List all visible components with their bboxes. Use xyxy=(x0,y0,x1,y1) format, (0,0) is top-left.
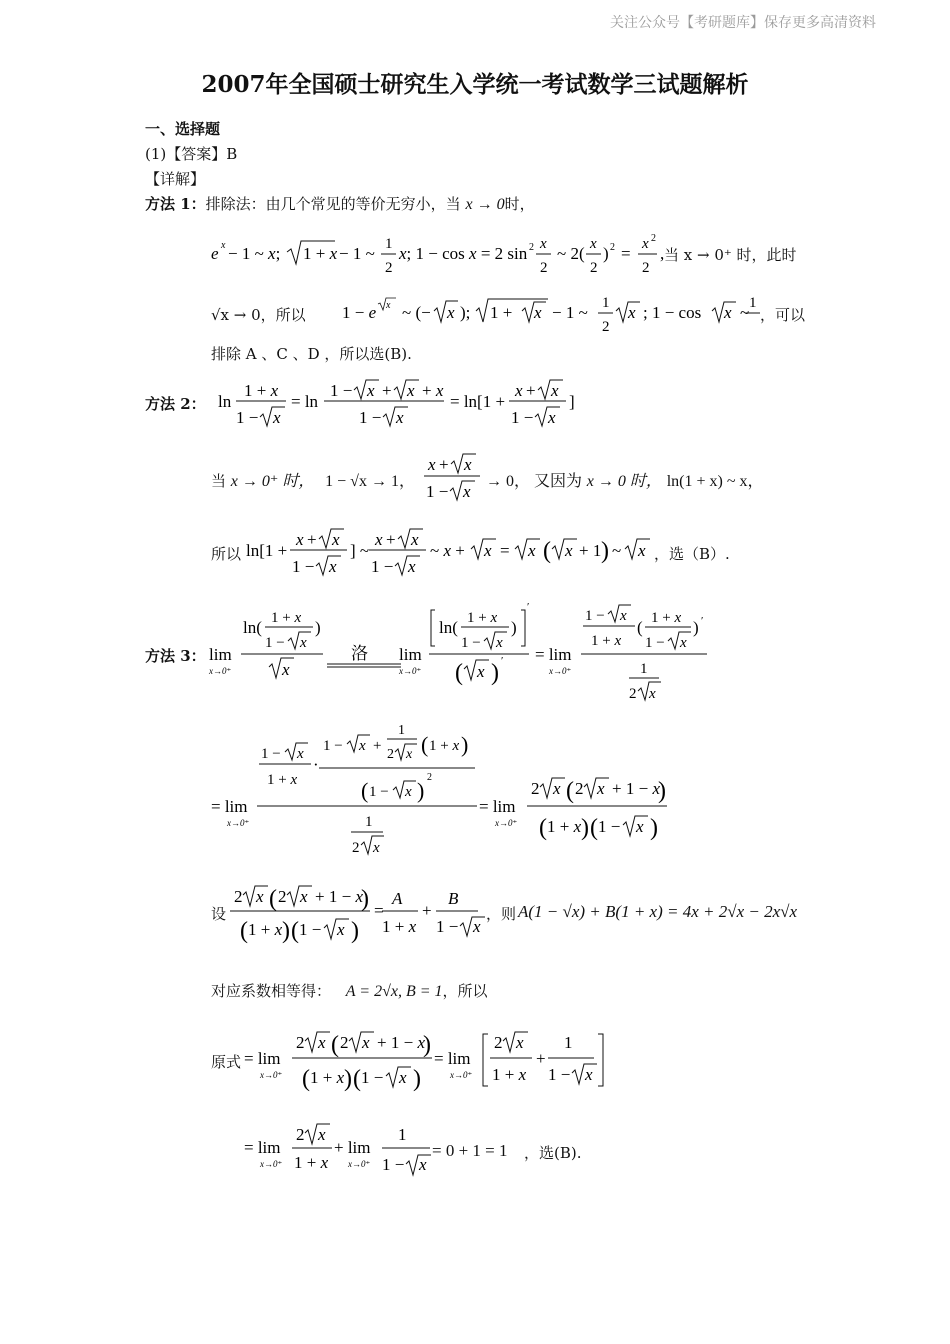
method1-intro xyxy=(145,193,535,214)
svg-text:=: = xyxy=(500,541,510,560)
svg-text:2: 2 xyxy=(590,260,598,276)
svg-text:): ) xyxy=(581,815,589,841)
svg-text:1 −: 1 − xyxy=(461,635,481,651)
svg-text:1 −: 1 − xyxy=(361,1068,384,1087)
svg-text:1: 1 xyxy=(385,236,393,252)
svg-text:x: x xyxy=(473,917,481,936)
method3-set-label: 设 xyxy=(211,905,227,923)
svg-text:x: x xyxy=(680,635,687,651)
svg-text:1 −: 1 − xyxy=(371,557,394,576)
method3-coefficient-relation: A(1 − √x) + B(1 + x) = 4x + 2√x − 2x√x xyxy=(518,902,798,921)
svg-text:=: = xyxy=(621,244,631,263)
svg-text:+: + xyxy=(373,738,382,754)
svg-text:x: x xyxy=(419,1155,427,1174)
svg-text:1 −: 1 − xyxy=(598,817,621,836)
svg-text:lim: lim xyxy=(209,645,232,664)
svg-text:2: 2 xyxy=(494,1033,503,1052)
svg-text:2: 2 xyxy=(602,319,610,335)
method3-final-result: = 0 + 1 = 1 xyxy=(432,1141,508,1160)
svg-text:x: x xyxy=(273,408,281,427)
method3-label-text: 方法 3： xyxy=(145,647,206,665)
svg-text:2: 2 xyxy=(651,233,656,244)
svg-text:1: 1 xyxy=(398,1125,407,1144)
svg-text:x: x xyxy=(318,1125,326,1144)
method1-intro-text: 排除法：由几个常见的等价无穷小，当 xyxy=(205,195,461,213)
method3-then-label: ，则 xyxy=(486,905,517,923)
svg-text:2: 2 xyxy=(340,1033,349,1052)
method2-line2-f: ln(1 + x) ~ x， xyxy=(666,473,764,490)
svg-text:x: x xyxy=(407,381,415,400)
method3-coef-line xyxy=(211,980,488,1001)
svg-text:1 −: 1 − xyxy=(236,408,259,427)
svg-text:+: + xyxy=(382,381,392,400)
svg-text:1: 1 xyxy=(640,661,648,677)
svg-text:x: x xyxy=(428,455,436,474)
svg-text:1 −: 1 − xyxy=(585,608,605,624)
svg-text:+: + xyxy=(307,530,317,549)
svg-text:1 −: 1 − xyxy=(511,408,534,427)
method2-line2-d: → 0， 又因为 xyxy=(486,473,583,490)
svg-text:x: x xyxy=(282,660,290,679)
svg-text:): ) xyxy=(282,918,290,944)
svg-text:x: x xyxy=(300,887,308,906)
svg-text:x: x xyxy=(399,1068,407,1087)
svg-text:ln[1 +: ln[1 + xyxy=(246,541,288,560)
svg-text:x: x xyxy=(477,662,485,681)
svg-text:1 + x: 1 + x xyxy=(547,817,582,836)
svg-text:x: x xyxy=(528,541,536,560)
svg-text:2: 2 xyxy=(278,887,287,906)
svg-text:1 + x: 1 + x xyxy=(271,610,302,626)
svg-text:2: 2 xyxy=(385,260,393,276)
svg-text:(: ( xyxy=(421,732,429,757)
svg-text:1 −: 1 − xyxy=(330,381,353,400)
svg-text:+: + xyxy=(386,530,396,549)
svg-text:~ x +: ~ x + xyxy=(430,541,465,560)
method1-intro-end: 时， xyxy=(504,195,535,213)
svg-text:1 + x: 1 + x xyxy=(267,772,298,788)
svg-text:2: 2 xyxy=(427,772,432,783)
svg-text:+: + xyxy=(536,1049,546,1068)
svg-text:1 + x: 1 + x xyxy=(303,244,338,263)
method2-conclusion-formula xyxy=(244,521,664,581)
watermark-text: 关注公众号【考研题库】保存更多高清资料 xyxy=(610,15,876,31)
svg-text:): ) xyxy=(511,618,517,637)
svg-text:x: x xyxy=(551,381,559,400)
svg-text:2: 2 xyxy=(575,779,584,798)
svg-text:lim: lim xyxy=(399,645,422,664)
svg-text:B: B xyxy=(448,889,459,908)
svg-text:x: x xyxy=(373,840,380,856)
svg-text:x: x xyxy=(534,303,542,322)
svg-text:x: x xyxy=(300,635,307,651)
svg-text:(: ( xyxy=(455,660,463,686)
svg-text:+ 1 − x: + 1 − x xyxy=(612,779,660,798)
method2-line2-a: 当 xyxy=(211,472,227,490)
method3-lhopital-formula xyxy=(205,598,725,710)
svg-text:+ lim: + lim xyxy=(334,1138,371,1157)
svg-text:− 1 ~ x;: − 1 ~ x; xyxy=(228,244,281,263)
svg-text:; 1 − cos: ; 1 − cos xyxy=(643,303,702,322)
svg-text:=: = xyxy=(374,901,384,920)
svg-text:1 −: 1 − xyxy=(382,1155,405,1174)
svg-text:(: ( xyxy=(590,815,598,841)
svg-text:1 −: 1 − xyxy=(436,917,459,936)
svg-text:x→0⁺: x→0⁺ xyxy=(209,666,232,676)
svg-text:x: x xyxy=(620,608,627,624)
svg-text:(: ( xyxy=(539,815,547,841)
svg-text:x: x xyxy=(221,240,226,251)
method2-label xyxy=(145,393,206,414)
svg-text:~: ~ xyxy=(612,541,622,560)
method3-derivative-simplification xyxy=(205,718,685,862)
svg-text:(: ( xyxy=(269,886,277,912)
svg-text:1 −: 1 − xyxy=(292,557,315,576)
svg-text:2: 2 xyxy=(642,260,650,276)
method3-final-limits xyxy=(240,1118,440,1182)
svg-text:+ x: + x xyxy=(422,381,444,400)
svg-text:= ln: = ln xyxy=(291,392,319,411)
svg-text:): ) xyxy=(315,618,321,637)
svg-text:+ 1 − x: + 1 − x xyxy=(315,887,363,906)
detail-label: 【详解】 xyxy=(145,170,206,188)
svg-text:x: x xyxy=(628,303,636,322)
svg-text:1: 1 xyxy=(564,1033,573,1052)
svg-text:2: 2 xyxy=(352,840,360,856)
svg-text:+ 1 − x: + 1 − x xyxy=(377,1033,425,1052)
svg-text:x; 1 − cos x = 2 sin: x; 1 − cos x = 2 sin xyxy=(399,244,528,263)
svg-text:x: x xyxy=(386,300,391,311)
svg-text:= lim: = lim xyxy=(434,1049,471,1068)
svg-text:1: 1 xyxy=(749,295,757,311)
method2-line3-end: ，选（B）. xyxy=(654,545,730,563)
svg-text:x→0⁺: x→0⁺ xyxy=(348,1159,371,1169)
svg-text:x: x xyxy=(256,887,264,906)
svg-text:+: + xyxy=(439,455,449,474)
svg-text:x: x xyxy=(553,779,561,798)
svg-text:(: ( xyxy=(543,538,551,564)
method2-label-text: 方法 2： xyxy=(145,395,206,413)
svg-text:): ) xyxy=(693,618,699,637)
svg-text:1 −: 1 − xyxy=(369,784,389,800)
svg-text:~: ~ xyxy=(740,303,750,322)
svg-text:2: 2 xyxy=(629,686,637,702)
svg-text:~ 2(: ~ 2( xyxy=(557,244,585,263)
svg-text:x: x xyxy=(540,236,547,252)
svg-text:1 + x: 1 + x xyxy=(310,1068,345,1087)
svg-text:x: x xyxy=(405,784,412,800)
svg-text:1 −: 1 − xyxy=(645,635,665,651)
svg-text:x: x xyxy=(367,381,375,400)
svg-text:2: 2 xyxy=(529,242,534,253)
method2-line2-c: 1 − √x → 1， xyxy=(325,473,415,490)
svg-text:): ) xyxy=(361,886,369,912)
svg-text:′: ′ xyxy=(701,615,704,627)
svg-text:x: x xyxy=(642,236,649,252)
svg-text:x→0⁺: x→0⁺ xyxy=(260,1159,283,1169)
method3-final-end: ，选(B). xyxy=(524,1144,582,1162)
method2-line2-e: x → 0 时， xyxy=(586,473,662,490)
svg-text:+ 1: + 1 xyxy=(579,541,602,560)
svg-text:): ) xyxy=(603,244,609,263)
svg-text:(: ( xyxy=(291,918,299,944)
svg-text:1 −: 1 − xyxy=(359,408,382,427)
svg-text:x: x xyxy=(463,482,471,501)
svg-text:x: x xyxy=(359,738,366,754)
svg-text:ln(: ln( xyxy=(439,618,458,637)
answer-line: (1)【答案】B xyxy=(145,145,238,163)
svg-text:1 + x: 1 + x xyxy=(591,633,622,649)
svg-text:x: x xyxy=(590,236,597,252)
svg-text:x: x xyxy=(297,746,304,762)
method1-line2-formula xyxy=(342,290,782,346)
svg-text:+: + xyxy=(422,901,432,920)
svg-text:1 +: 1 + xyxy=(490,303,513,322)
svg-text:1 − e: 1 − e xyxy=(342,303,377,322)
svg-text:x: x xyxy=(329,557,337,576)
svg-text:1 + x: 1 + x xyxy=(382,917,417,936)
method2-line2 xyxy=(211,468,415,491)
svg-text:x→0⁺: x→0⁺ xyxy=(227,818,250,828)
svg-text:x→0⁺: x→0⁺ xyxy=(450,1070,473,1080)
svg-text:A: A xyxy=(392,889,403,908)
svg-text:): ) xyxy=(601,538,609,564)
svg-text:1 + x: 1 + x xyxy=(294,1153,329,1172)
svg-text:2: 2 xyxy=(296,1125,305,1144)
svg-text:1: 1 xyxy=(365,814,373,830)
svg-text:x: x xyxy=(515,381,523,400)
svg-text:x: x xyxy=(337,920,345,939)
svg-text:+: + xyxy=(526,381,536,400)
svg-text:x: x xyxy=(649,686,656,702)
method2-fraction xyxy=(422,448,484,504)
svg-text:): ) xyxy=(417,778,425,803)
method2-log-formula xyxy=(214,372,594,432)
svg-text:= lim: = lim xyxy=(211,797,248,816)
svg-text:e: e xyxy=(211,244,219,263)
method3-partial-fraction xyxy=(226,878,506,942)
svg-text:x: x xyxy=(296,530,304,549)
svg-text:(: ( xyxy=(331,1032,339,1058)
svg-text:1 −: 1 − xyxy=(426,482,449,501)
method1-line2-tail: ，可以 xyxy=(760,306,806,324)
svg-text:2: 2 xyxy=(296,1033,305,1052)
svg-text:x: x xyxy=(332,530,340,549)
svg-text:1: 1 xyxy=(398,723,405,738)
method1-line3: 排除 A 、C 、D ，所以选(B). xyxy=(211,345,412,363)
svg-text:x: x xyxy=(318,1033,326,1052)
svg-text:1 −: 1 − xyxy=(323,738,343,754)
svg-text:): ) xyxy=(351,918,359,944)
method3-coef-end: ，所以 xyxy=(442,982,488,1000)
svg-text:(: ( xyxy=(637,618,643,637)
svg-text:x: x xyxy=(396,408,404,427)
method3-coef-text: 对应系数相等得： xyxy=(211,982,332,1000)
svg-text:− 1 ~: − 1 ~ xyxy=(339,244,375,263)
svg-text:·: · xyxy=(313,755,319,774)
svg-text:x→0⁺: x→0⁺ xyxy=(495,818,518,828)
lhopital-rule-label: 洛 xyxy=(351,644,368,663)
method1-intro-cond: x → 0 xyxy=(465,196,505,213)
svg-text:′: ′ xyxy=(501,655,504,667)
svg-text:x: x xyxy=(411,530,419,549)
svg-text:x: x xyxy=(496,635,503,651)
svg-text:= lim: = lim xyxy=(479,797,516,816)
svg-text:x: x xyxy=(597,779,605,798)
svg-text:2: 2 xyxy=(234,887,243,906)
svg-text:x: x xyxy=(362,1033,370,1052)
svg-text:);: ); xyxy=(460,303,471,322)
method3-original-expression xyxy=(242,1020,622,1100)
method2-line3-a: 所以 xyxy=(211,545,242,563)
svg-text:): ) xyxy=(491,660,499,686)
svg-text:1 + x: 1 + x xyxy=(248,920,283,939)
svg-text:1 + x: 1 + x xyxy=(429,738,460,754)
svg-text:x: x xyxy=(548,408,556,427)
method3-label xyxy=(145,645,206,666)
svg-text:x: x xyxy=(516,1033,524,1052)
svg-text:x→0⁺: x→0⁺ xyxy=(399,666,422,676)
svg-text:): ) xyxy=(650,815,658,841)
svg-text:]: ] xyxy=(569,392,575,411)
svg-text:(: ( xyxy=(361,778,369,803)
svg-text:x: x xyxy=(375,530,383,549)
svg-text:2: 2 xyxy=(531,779,540,798)
svg-text:): ) xyxy=(461,732,469,757)
svg-text:2: 2 xyxy=(387,747,394,762)
method1-line1-tail: 当 x → 0⁺ 时，此时 xyxy=(664,246,797,264)
svg-text:= lim: = lim xyxy=(244,1138,281,1157)
svg-text:= lim: = lim xyxy=(535,645,572,664)
svg-text:): ) xyxy=(423,1032,431,1058)
page-title: 2007年全国硕士研究生入学统一考试数学三试题解析 xyxy=(201,71,749,98)
svg-text:ln(: ln( xyxy=(243,618,262,637)
svg-text:x: x xyxy=(565,541,573,560)
svg-text:1 −: 1 − xyxy=(299,920,322,939)
svg-text:= ln[1 +: = ln[1 + xyxy=(450,392,506,411)
svg-text:2: 2 xyxy=(540,260,548,276)
svg-text:ln: ln xyxy=(218,392,232,411)
svg-text:1: 1 xyxy=(602,295,610,311)
svg-text:1 −: 1 − xyxy=(261,746,281,762)
svg-text:2: 2 xyxy=(610,242,615,253)
method1-label: 方法 1： xyxy=(145,195,206,213)
svg-text:] ~: ] ~ xyxy=(350,541,370,560)
svg-text:= lim: = lim xyxy=(244,1049,281,1068)
svg-text:x: x xyxy=(724,303,732,322)
method3-original-label: 原式 xyxy=(211,1053,242,1071)
svg-text:(: ( xyxy=(566,778,574,804)
svg-text:1 −: 1 − xyxy=(548,1065,571,1084)
svg-text:x: x xyxy=(484,541,492,560)
method2-line2-tail xyxy=(486,468,763,491)
svg-text:′: ′ xyxy=(527,601,530,613)
method2-line2-b: x → 0⁺ 时， xyxy=(230,473,315,490)
svg-text:x→0⁺: x→0⁺ xyxy=(549,666,572,676)
svg-text:x: x xyxy=(447,303,455,322)
svg-text:1 + x: 1 + x xyxy=(244,381,279,400)
svg-text:x→0⁺: x→0⁺ xyxy=(260,1070,283,1080)
svg-text:x: x xyxy=(636,817,644,836)
svg-text:(: ( xyxy=(353,1066,361,1092)
svg-text:x: x xyxy=(585,1065,593,1084)
svg-text:− 1 ~: − 1 ~ xyxy=(552,303,588,322)
svg-text:1 + x: 1 + x xyxy=(492,1065,527,1084)
section-heading: 一、选择题 xyxy=(145,120,221,138)
svg-text:(: ( xyxy=(302,1066,310,1092)
svg-text:x: x xyxy=(408,557,416,576)
method1-line2-head: √x → 0，所以 xyxy=(211,306,306,324)
svg-text:x: x xyxy=(406,747,413,762)
svg-text:1 −: 1 − xyxy=(265,635,285,651)
svg-text:): ) xyxy=(344,1066,352,1092)
svg-text:x: x xyxy=(638,541,646,560)
svg-text:x: x xyxy=(464,455,472,474)
method3-coef-values: A = 2√x, B = 1 xyxy=(345,983,443,1000)
svg-text:1 + x: 1 + x xyxy=(467,610,498,626)
svg-text:): ) xyxy=(658,778,666,804)
svg-text:(: ( xyxy=(240,918,248,944)
svg-text:1 + x: 1 + x xyxy=(651,610,682,626)
svg-text:~ (−: ~ (− xyxy=(402,303,431,322)
svg-text:): ) xyxy=(413,1066,421,1092)
svg-text:,: , xyxy=(660,244,665,263)
